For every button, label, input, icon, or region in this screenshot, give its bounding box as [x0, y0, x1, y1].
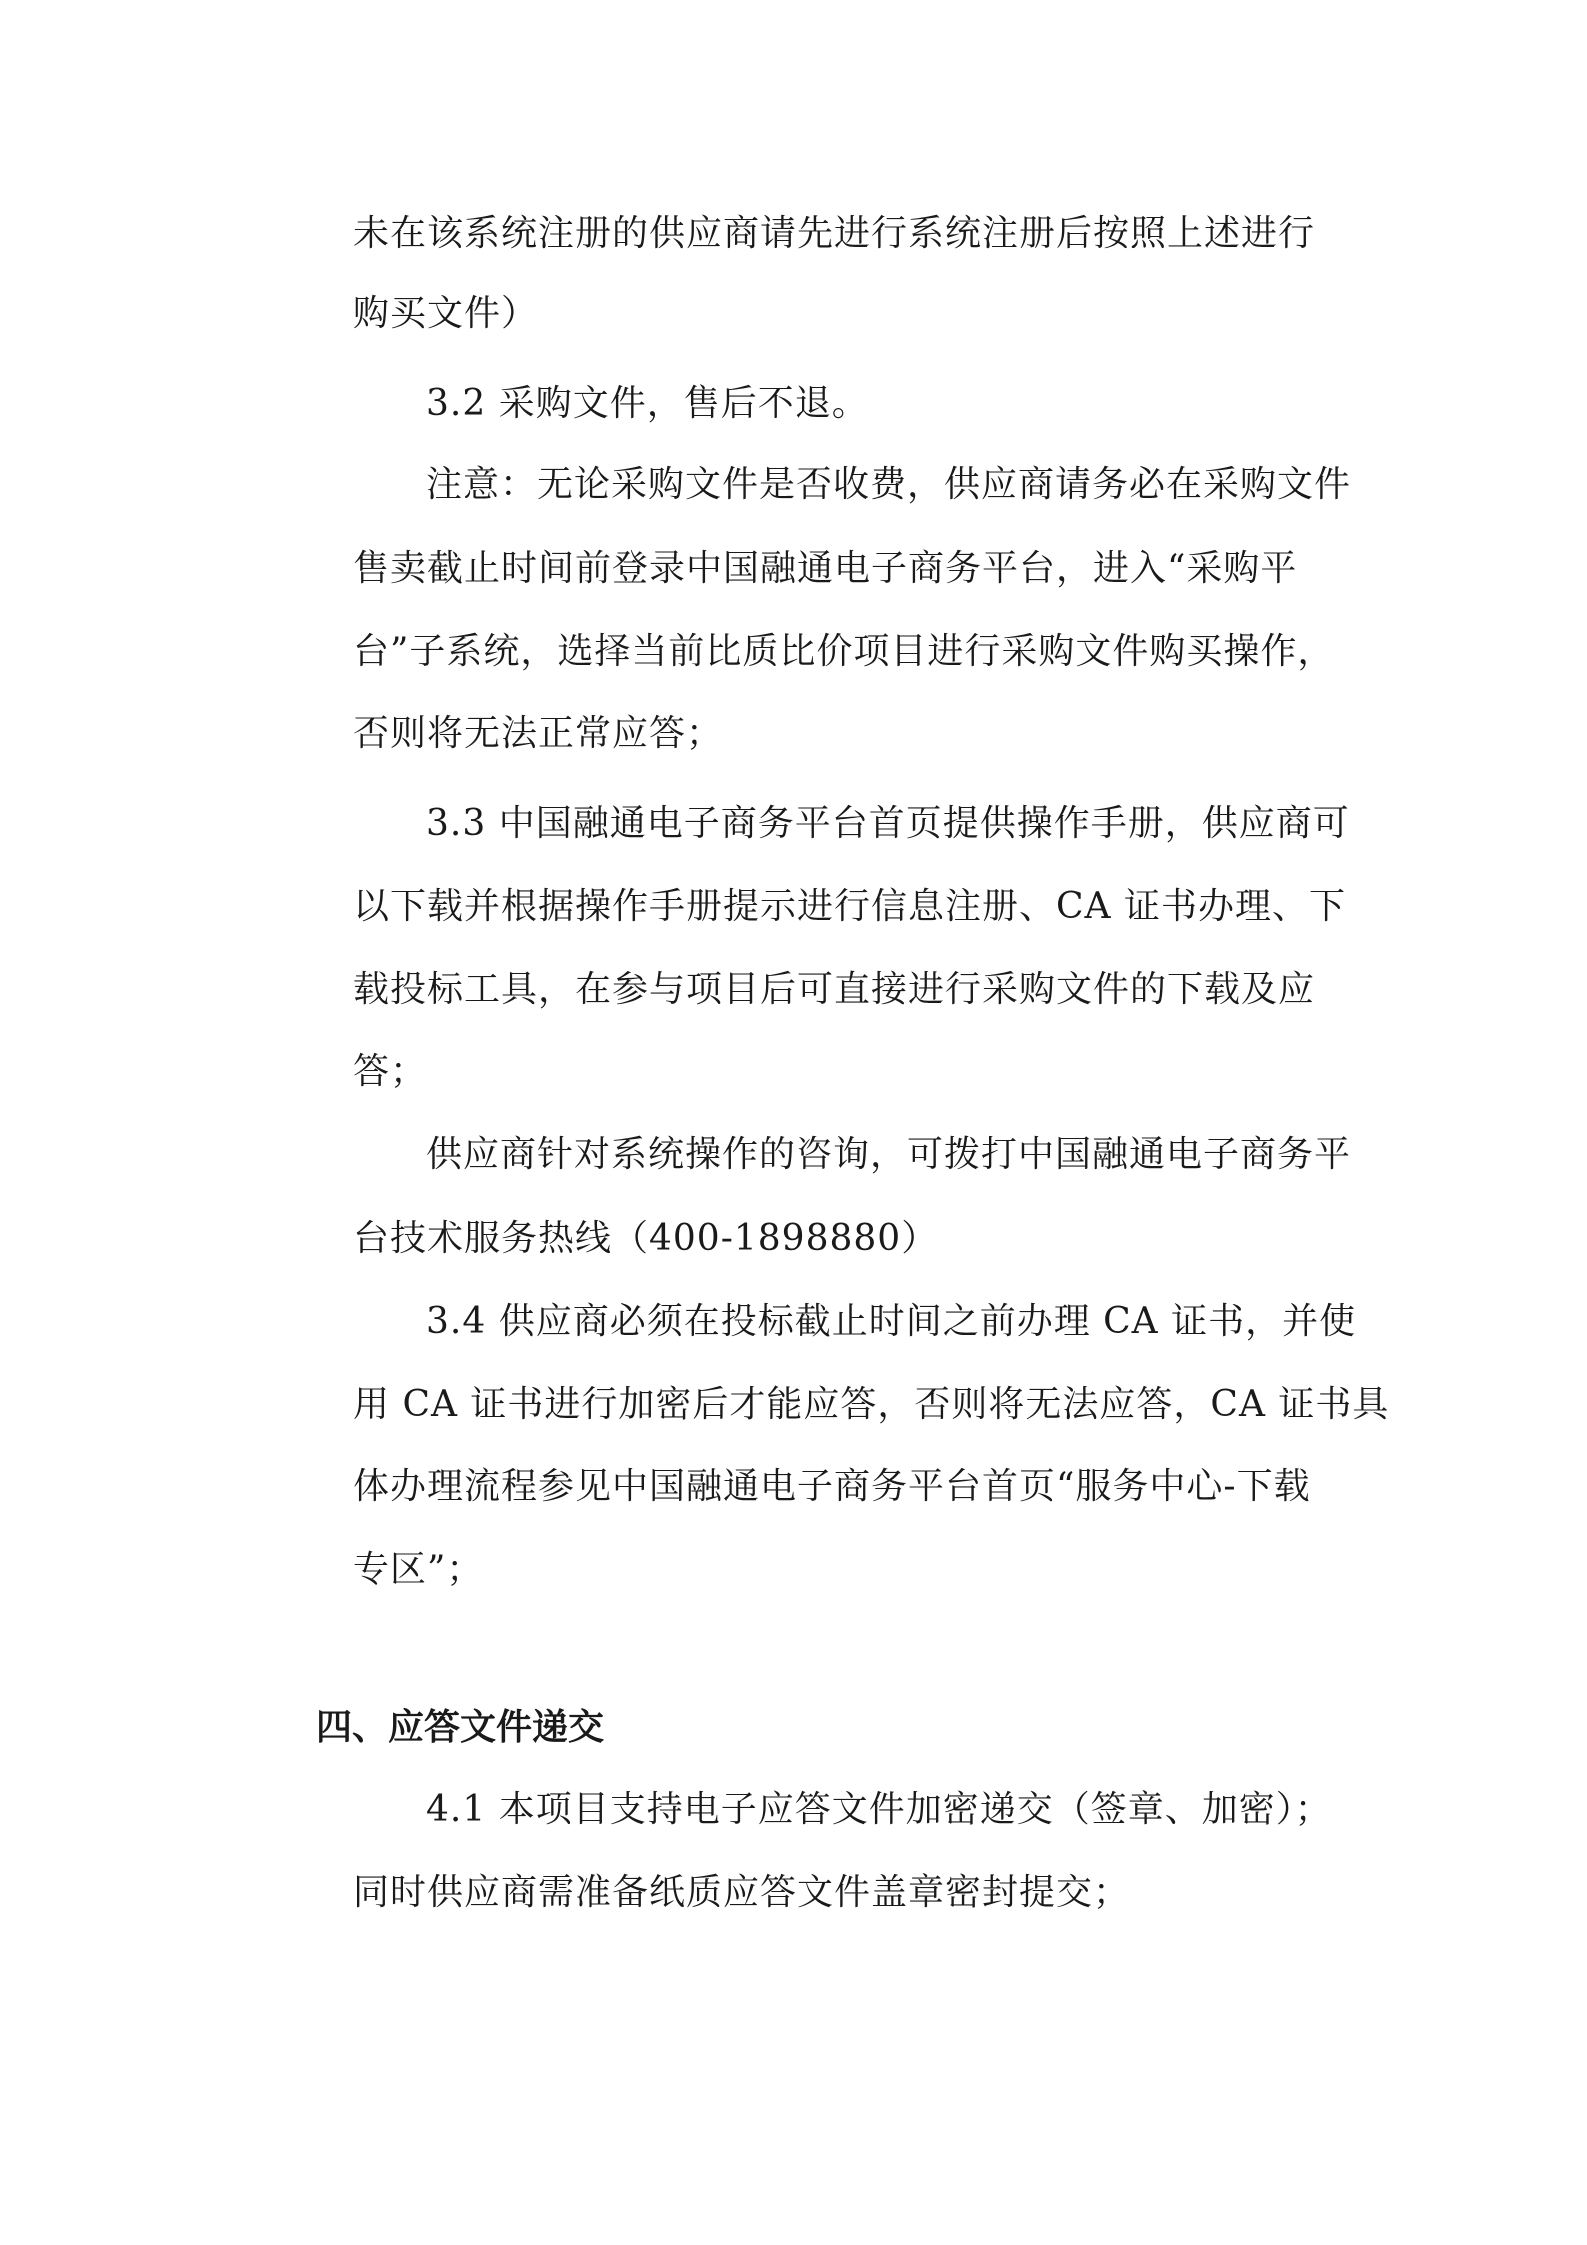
paragraph-1-line-1: 未在该系统注册的供应商请先进行系统注册后按照上述进行 — [353, 213, 1316, 254]
paragraph-3-3-line-3: 载投标工具，在参与项目后可直接进行采购文件的下载及应 — [353, 969, 1316, 1010]
paragraph-1-line-2: 购买文件） — [353, 293, 539, 334]
paragraph-3-3-line-4: 答； — [353, 1051, 428, 1092]
paragraph-note-line-1: 注意：无论采购文件是否收费，供应商请务必在采购文件 — [426, 464, 1352, 505]
paragraph-3-4-line-2: 用 CA 证书进行加密后才能应答，否则将无法应答，CA 证书具 — [353, 1384, 1390, 1425]
paragraph-3-3-line-2: 以下载并根据操作手册提示进行信息注册、CA 证书办理、下 — [353, 886, 1346, 927]
paragraph-note-line-2: 售卖截止时间前登录中国融通电子商务平台，进入“采购平 — [353, 548, 1298, 589]
paragraph-note-line-3: 台”子系统，选择当前比质比价项目进行采购文件购买操作， — [353, 631, 1335, 672]
paragraph-note-line-4: 否则将无法正常应答； — [353, 713, 724, 754]
paragraph-hotline-line-1: 供应商针对系统操作的咨询，可拨打中国融通电子商务平 — [426, 1134, 1352, 1175]
paragraph-hotline-line-2: 台技术服务热线（400-1898880） — [353, 1218, 939, 1259]
paragraph-3-4-line-1: 3.4 供应商必须在投标截止时间之前办理 CA 证书，并使 — [426, 1301, 1357, 1342]
paragraph-3-4-line-4: 专区”； — [353, 1549, 484, 1590]
paragraph-3-4-line-3: 体办理流程参见中国融通电子商务平台首页“服务中心-下载 — [353, 1466, 1311, 1507]
paragraph-4-1-line-2: 同时供应商需准备纸质应答文件盖章密封提交； — [353, 1872, 1131, 1913]
paragraph-3-3-line-1: 3.3 中国融通电子商务平台首页提供操作手册，供应商可 — [426, 803, 1350, 844]
paragraph-3-2: 3.2 采购文件，售后不退。 — [426, 383, 869, 424]
paragraph-4-1-line-1: 4.1 本项目支持电子应答文件加密递交（签章、加密）； — [426, 1789, 1332, 1830]
section-4-heading: 四、应答文件递交 — [316, 1707, 605, 1748]
